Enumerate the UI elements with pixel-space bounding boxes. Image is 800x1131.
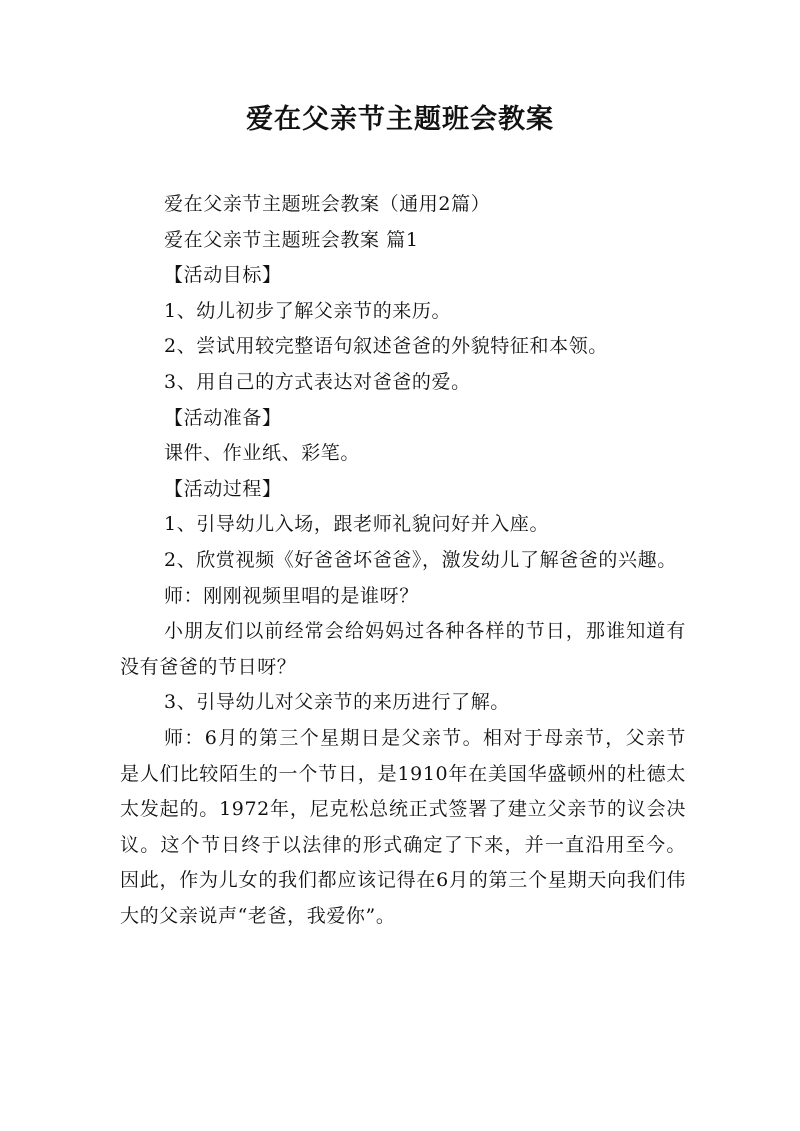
document-body — [120, 187, 686, 934]
paragraph-goal-2: 2、尝试用较完整语句叙述爸爸的外貌特征和本领。 — [164, 335, 608, 358]
paragraph-prep-heading: 【活动准备】 — [164, 406, 282, 429]
paragraph-goal-3: 3、用自己的方式表达对爸爸的爱。 — [164, 370, 471, 393]
paragraph-process-heading: 【活动过程】 — [164, 477, 282, 500]
paragraph-prep-items: 课件、作业纸、彩笔。 — [164, 442, 361, 465]
paragraph-teacher-question: 师：刚刚视频里唱的是谁呀？ — [164, 584, 419, 607]
paragraph-goal-1: 1、幼儿初步了解父亲节的来历。 — [164, 299, 452, 322]
paragraph-goals-heading: 【活动目标】 — [164, 264, 282, 287]
paragraph-step-2: 2、欣赏视频《好爸爸坏爸爸》，激发幼儿了解爸爸的兴趣。 — [164, 548, 677, 571]
paragraph-step-3: 3、引导幼儿对父亲节的来历进行了解。 — [164, 691, 510, 714]
paragraph-step-1: 1、引导幼儿入场，跟老师礼貌问好并入座。 — [164, 513, 550, 536]
document-title: 爱在父亲节主题班会教案 — [246, 104, 554, 135]
paragraph-fathers-day-history: 师：6月的第三个星期日是父亲节。相对于母亲节，父亲节是人们比较陌生的一个节日，是1910年在美国华盛顿州的杜德太太发起的。1972年，尼克松总统正式签署了建立父亲节的议会决议。这个节日终于以法律的形式确定了下来，并一直沿用至今。因此，作为儿女的我们都应该记得在6月的第三个星期天向我们伟大的父亲说声“老爸，我爱你”。 — [120, 726, 686, 927]
paragraph-part-heading: 爱在父亲节主题班会教案 篇1 — [164, 228, 419, 251]
paragraph-subtitle: 爱在父亲节主题班会教案（通用2篇） — [164, 193, 491, 215]
paragraph-children-question: 小朋友们以前经常会给妈妈过各种各样的节日，那谁知道有没有爸爸的节日呀？ — [120, 620, 686, 678]
